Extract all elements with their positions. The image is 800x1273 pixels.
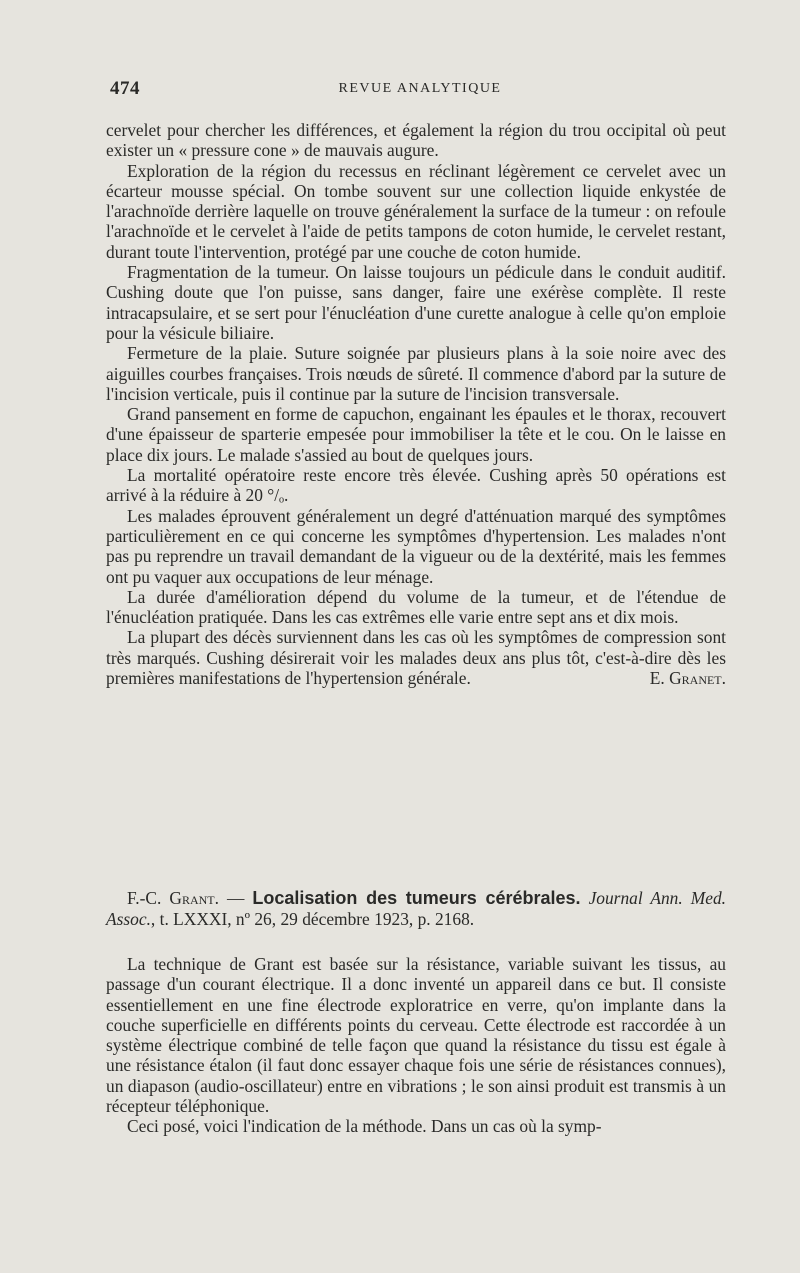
paragraph-continuation: cervelet pour chercher les différences, et également la région du trou occipital où peut exister un « pressure cone » de mauvais augure. <box>106 120 726 161</box>
author-signature: E. Granet. <box>649 668 726 689</box>
page-number: 474 <box>110 78 140 99</box>
citation-title: Localisation des tumeurs cérébrales. <box>252 888 581 908</box>
paragraph-mortalite: La mortalité opératoire reste encore très élevée. Cushing après 50 opérations est arrivé à la réduire à 20 °/ₒ. <box>106 465 726 506</box>
paragraph-fragmentation: Fragmentation de la tumeur. On laisse toujours un pédicule dans le conduit auditif. Cushing doute que l'on puisse, sans danger, faire une exérèse complète. Il reste intracapsulaire, et se sert pour l'énucléation d'une curette analogue à celle qu'on emploie pour la vésicule biliaire. <box>106 262 726 343</box>
paragraph-deces-text: La plupart des décès surviennent dans les cas où les symptômes de compression sont très marqués. Cushing désirerait voir les malades deux ans plus tôt, c'est-à-dire dès les premières manifestations de l'hypertension générale. <box>106 627 726 689</box>
paragraph-technique: La technique de Grant est basée sur la résistance, variable suivant les tissus, au passage d'un courant électrique. Il a donc inventé un appareil dans ce but. Il consiste essentiellement en une fine électrode exploratrice en verre, qu'on implante dans la couche superficielle en différents points du cerveau. Cette électrode est raccordée à un système électrique combiné de telle façon que quand la résistance du tissu est égale à une résistance étalon (il faut donc essayer chaque fois une série de résistances connues), un diapason (audio-oscillateur) entre en vibrations ; le son ainsi produit est transmis à un récepteur téléphonique. <box>106 954 726 1117</box>
article-granet-body <box>106 120 726 688</box>
paragraph-pansement: Grand pansement en forme de capuchon, engainant les épaules et le thorax, recouvert d'une épaisseur de sparterie empesée pour immobiliser la tête et le cou. On le laisse en place dix jours. Le malade s'assied au bout de quelques jours. <box>106 404 726 465</box>
citation-author: F.-C. Grant. <box>127 888 219 908</box>
page-header <box>110 78 730 102</box>
paragraph-symptomes: Les malades éprouvent généralement un degré d'atténuation marqué des symptômes particulièrement en ce qui concerne les symptômes d'hypertension. Les malades n'ont pas pu reprendre un travail demandant de la vigueur ou de la dextérité, mais les femmes ont pu vaquer aux occupations de leur ménage. <box>106 505 726 587</box>
article-grant-body <box>106 954 726 1137</box>
citation-reference: , t. LXXXI, nº 26, 29 décembre 1923, p. 2168. <box>150 908 475 929</box>
running-head: REVUE ANALYTIQUE <box>338 81 502 96</box>
article-grant-citation <box>106 888 726 929</box>
paragraph-fermeture: Fermeture de la plaie. Suture soignée par plusieurs plans à la soie noire avec des aiguilles courbes françaises. Trois nœuds de sûreté. Il commence d'abord par la suture de l'incision verticale, puis il continue par la suture de l'incision transversale. <box>106 343 726 404</box>
paragraph-exploration: Exploration de la région du recessus en réclinant légèrement ce cervelet avec un écarteur mousse spécial. On tombe souvent sur une collection liquide enkystée de l'arachnoïde derrière laquelle on trouve généralement la surface de la tumeur : on refoule l'arachnoïde et le cervelet à l'aide de petits tampons de coton humide, le cervelet restant, durant toute l'intervention, protégé par une couche de coton humide. <box>106 160 726 262</box>
paragraph-deces <box>106 627 726 688</box>
paragraph-indication: Ceci posé, voici l'indication de la méthode. Dans un cas où la symp- <box>127 1116 602 1137</box>
paragraph-duree: La durée d'amélioration dépend du volume de la tumeur, et de l'étendue de l'énucléation pratiquée. Dans les cas extrêmes elle varie entre sept ans et dix mois. <box>106 586 726 628</box>
citation-journal: Journal Ann. Med. Assoc. <box>106 888 726 929</box>
citation-dash: — <box>218 888 253 908</box>
